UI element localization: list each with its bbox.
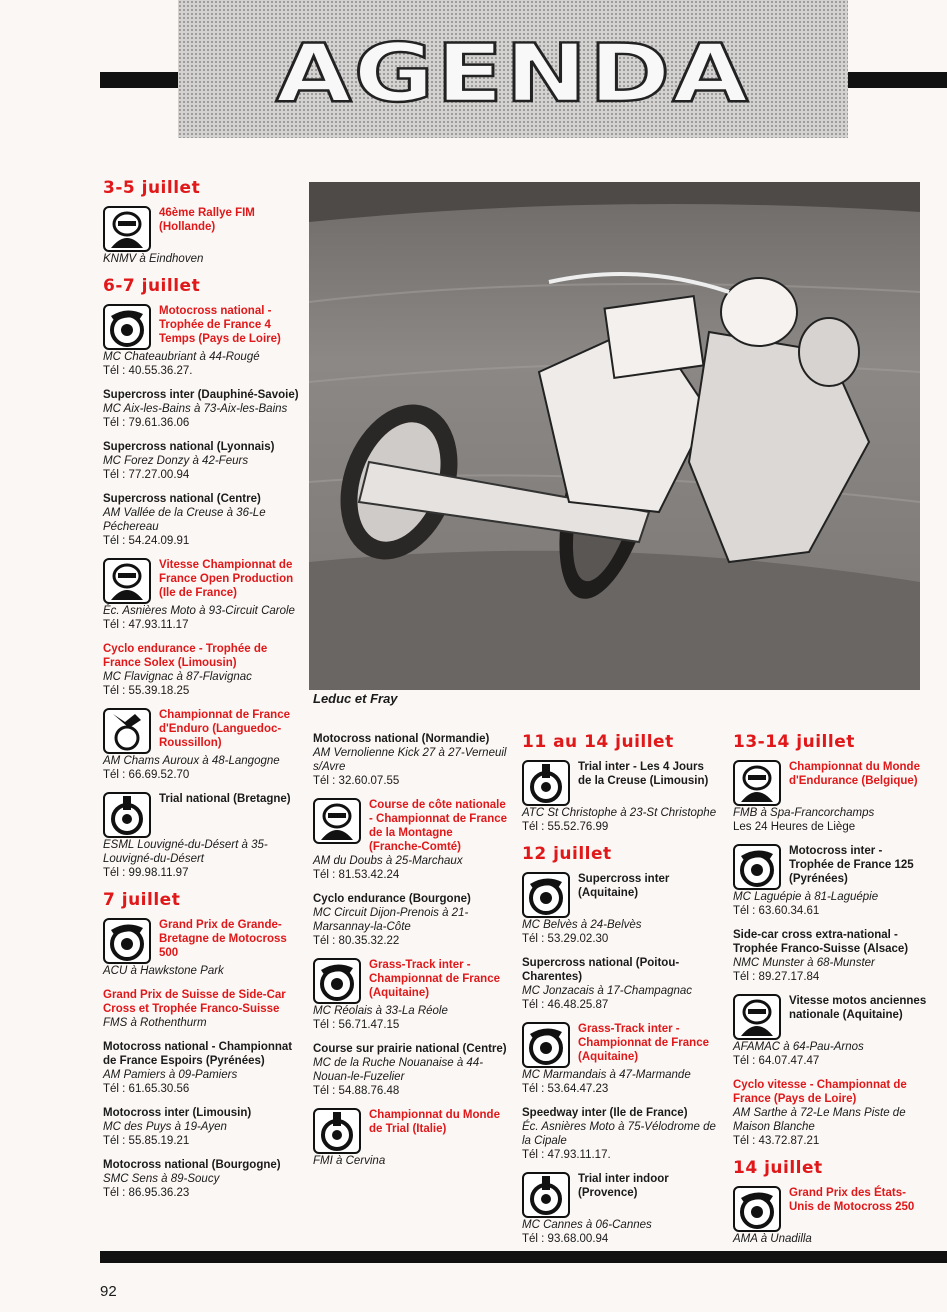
event-title: Grand Prix de Suisse de Side-Car Cross et Trophée Franco-Suisse (103, 989, 286, 1015)
event-phone: Tél : 77.27.00.94 (103, 469, 190, 481)
photo-caption: Leduc et Fray (313, 691, 398, 706)
event-organizer: MC Laguépie à 81-Laguépie (733, 891, 879, 903)
event-title: Supercross inter (Aquitaine) (578, 873, 670, 899)
event-organizer: AMA à Unadilla (733, 1233, 812, 1245)
agenda-event (103, 918, 299, 978)
event-title: Motocross national (Bourgogne) (103, 1159, 281, 1171)
event-title: Side-car cross extra-national - Trophée Franco-Suisse (Alsace) (733, 929, 909, 955)
enduro-rider-icon (103, 708, 151, 754)
date-heading: 6-7 juillet (103, 276, 201, 296)
event-organizer: AM Chams Auroux à 48-Langogne (103, 755, 280, 767)
event-phone: Tél : 47.93.11.17. (522, 1149, 611, 1161)
event-organizer: MC Marmandais à 47-Marmande (522, 1069, 691, 1081)
event-phone: Tél : 61.65.30.56 (103, 1083, 190, 1095)
event-phone: Tél : 53.64.47.23 (522, 1083, 609, 1095)
event-organizer: MC Cannes à 06-Cannes (522, 1219, 652, 1231)
event-title: Cyclo endurance - Trophée de France Solex (Limousin) (103, 643, 268, 669)
agenda-event (103, 492, 299, 548)
agenda-event (313, 1042, 508, 1098)
event-phone: Tél : 66.69.52.70 (103, 769, 190, 781)
event-title: Supercross national (Centre) (103, 493, 261, 505)
event-title: Grand Prix de Grande-Bretagne de Motocross 500 (159, 919, 287, 959)
event-title: Grand Prix des États-Unis de Motocross 250 (789, 1187, 915, 1213)
event-title: Vitesse motos anciennes nationale (Aquitaine) (789, 995, 927, 1021)
event-organizer: MC Circuit Dijon-Prenois à 21-Marsannay-la-Côte (313, 907, 469, 933)
event-organizer: MC Chateaubriant à 44-Rougé (103, 351, 260, 363)
event-title: Course sur prairie national (Centre) (313, 1043, 507, 1055)
agenda-column-2 (313, 732, 508, 1178)
event-phone: Tél : 46.48.25.87 (522, 999, 609, 1011)
event-phone: Tél : 43.72.87.21 (733, 1135, 820, 1147)
agenda-event (103, 1158, 299, 1200)
trial-wheel-icon (522, 1172, 570, 1218)
agenda-event (733, 1078, 928, 1148)
event-title: Trial national (Bretagne) (159, 793, 291, 805)
agenda-event (522, 1106, 720, 1162)
agenda-column-3 (522, 732, 720, 1256)
event-phone: Tél : 64.07.47.47 (733, 1055, 820, 1067)
event-phone: Tél : 55.85.19.21 (103, 1135, 190, 1147)
motocross-wheel-icon (733, 844, 781, 890)
agenda-event (103, 440, 299, 482)
agenda-column-4 (733, 732, 928, 1256)
event-organizer: NMC Munster à 68-Munster (733, 957, 875, 969)
event-phone: Les 24 Heures de Liège (733, 821, 856, 833)
event-phone: Tél : 89.27.17.84 (733, 971, 820, 983)
event-organizer: MC des Puys à 19-Ayen (103, 1121, 227, 1133)
date-heading: 12 juillet (522, 844, 612, 864)
agenda-event (103, 1106, 299, 1148)
header-banner (178, 0, 848, 138)
agenda-event (522, 956, 720, 1012)
event-organizer: MC de la Ruche Nouanaise à 44-Nouan-le-Fuzelier (313, 1057, 484, 1083)
agenda-event (522, 760, 720, 834)
motocross-wheel-icon (103, 304, 151, 350)
event-phone: Tél : 63.60.34.61 (733, 905, 820, 917)
event-organizer: FMB à Spa-Francorchamps (733, 807, 875, 819)
event-title: Trial inter indoor (Provence) (578, 1173, 669, 1199)
motocross-wheel-icon (103, 918, 151, 964)
speed-rider-icon (313, 798, 361, 844)
agenda-event (313, 732, 508, 788)
event-title: Championnat du Monde d'Endurance (Belgique) (789, 761, 920, 787)
event-organizer: MC Flavignac à 87-Flavignac (103, 671, 252, 683)
agenda-event (733, 994, 928, 1068)
agenda-column-1 (103, 178, 299, 1210)
event-title: Motocross national (Normandie) (313, 733, 490, 745)
event-phone: Tél : 81.53.42.24 (313, 869, 400, 881)
event-phone: Tél : 47.93.11.17 (103, 619, 189, 631)
event-organizer: FMS à Rothenthurm (103, 1017, 207, 1029)
footer-bar (100, 1251, 947, 1263)
sidecar-illustration (309, 182, 920, 690)
agenda-event (733, 844, 928, 918)
event-organizer: MC Réolais à 33-La Réole (313, 1005, 448, 1017)
event-phone: Tél : 55.52.76.99 (522, 821, 609, 833)
agenda-event (522, 872, 720, 946)
agenda-event (313, 798, 508, 882)
event-phone: Tél : 80.35.32.22 (313, 935, 400, 947)
date-heading: 7 juillet (103, 890, 181, 910)
event-title: Supercross national (Poitou-Charentes) (522, 957, 680, 983)
event-title: Motocross inter - Trophée de France 125 (Pyrénées) (789, 845, 914, 885)
agenda-event (313, 1108, 508, 1168)
header-bar-right (848, 72, 947, 88)
agenda-event (103, 988, 299, 1030)
agenda-event (103, 558, 299, 632)
agenda-event (313, 892, 508, 948)
agenda-event (522, 1172, 720, 1246)
agenda-event (733, 928, 928, 984)
event-organizer: AM du Doubs à 25-Marchaux (313, 855, 463, 867)
date-heading: 14 juillet (733, 1158, 823, 1178)
speed-rider-icon (733, 994, 781, 1040)
event-organizer: MC Belvès à 24-Belvès (522, 919, 642, 931)
event-phone: Tél : 54.88.76.48 (313, 1085, 400, 1097)
agenda-event (103, 642, 299, 698)
event-phone: Tél : 56.71.47.15 (313, 1019, 400, 1031)
event-phone: Tél : 54.24.09.91 (103, 535, 190, 547)
event-organizer: MC Jonzacais à 17-Champagnac (522, 985, 693, 997)
event-organizer: AM Vallée de la Creuse à 36-Le Péchereau (103, 507, 266, 533)
event-title: Championnat du Monde de Trial (Italie) (369, 1109, 500, 1135)
event-title: 46ème Rallye FIM (Hollande) (159, 207, 255, 233)
event-organizer: SMC Sens à 89-Soucy (103, 1173, 220, 1185)
motocross-wheel-icon (733, 1186, 781, 1232)
event-phone: Tél : 32.60.07.55 (313, 775, 400, 787)
event-organizer: FMI à Cervina (313, 1155, 386, 1167)
event-title: Supercross national (Lyonnais) (103, 441, 275, 453)
event-title: Vitesse Championnat de France Open Production (Ile de France) (159, 559, 294, 599)
event-organizer: AM Sarthe à 72-Le Mans Piste de Maison Blanche (733, 1107, 906, 1133)
event-title: Speedway inter (Ile de France) (522, 1107, 688, 1119)
event-title: Grass-Track inter - Championnat de France (Aquitaine) (369, 959, 500, 999)
header-bar-left (100, 72, 180, 88)
event-title: Supercross inter (Dauphiné-Savoie) (103, 389, 299, 401)
event-organizer: MC Aix-les-Bains à 73-Aix-les-Bains (103, 403, 288, 415)
date-heading: 11 au 14 juillet (522, 732, 674, 752)
agenda-event (103, 206, 299, 266)
event-organizer: Éc. Asnières Moto à 75-Vélodrome de la Cipale (522, 1121, 716, 1147)
event-title: Course de côte nationale - Championnat de France de la Montagne (Franche-Comté) (369, 799, 508, 853)
agenda-event (103, 1040, 299, 1096)
event-title: Motocross inter (Limousin) (103, 1107, 252, 1119)
page-number: 92 (100, 1283, 117, 1300)
trial-wheel-icon (103, 792, 151, 838)
date-heading: 3-5 juillet (103, 178, 201, 198)
date-heading: 13-14 juillet (733, 732, 855, 752)
event-organizer: ESML Louvigné-du-Désert à 35-Louvigné-du-Désert (103, 839, 268, 865)
event-title: Cyclo vitesse - Championnat de France (Pays de Loire) (733, 1079, 907, 1105)
event-organizer: MC Forez Donzy à 42-Feurs (103, 455, 249, 467)
event-phone: Tél : 86.95.36.23 (103, 1187, 190, 1199)
event-organizer: KNMV à Eindhoven (103, 253, 204, 265)
speed-rider-icon (103, 206, 151, 252)
event-organizer: ACU à Hawkstone Park (103, 965, 224, 977)
motocross-wheel-icon (522, 1022, 570, 1068)
event-title: Championnat de France d'Enduro (Languedoc-Roussillon) (159, 709, 290, 749)
speed-rider-icon (103, 558, 151, 604)
speed-rider-icon (733, 760, 781, 806)
agenda-event (733, 1186, 928, 1246)
event-phone: Tél : 53.29.02.30 (522, 933, 609, 945)
event-phone: Tél : 93.68.00.94 (522, 1233, 609, 1245)
agenda-event (522, 1022, 720, 1096)
agenda-event (103, 388, 299, 430)
event-title: Motocross national - Trophée de France 4 Temps (Pays de Loire) (159, 305, 281, 345)
event-phone: Tél : 79.61.36.06 (103, 417, 190, 429)
agenda-event (313, 958, 508, 1032)
event-title: Motocross national - Championnat de France Espoirs (Pyrénées) (103, 1041, 293, 1067)
agenda-event (103, 304, 299, 378)
event-title: Cyclo endurance (Bourgone) (313, 893, 471, 905)
event-organizer: AM Vernolienne Kick 27 à 27-Verneuil s/Avre (313, 747, 507, 773)
motocross-wheel-icon (313, 958, 361, 1004)
trial-wheel-icon (313, 1108, 361, 1154)
event-organizer: AFAMAC à 64-Pau-Arnos (733, 1041, 864, 1053)
agenda-event (733, 760, 928, 834)
event-title: Grass-Track inter - Championnat de France (Aquitaine) (578, 1023, 709, 1063)
sidecar-racing-photo (309, 182, 920, 690)
event-phone: Tél : 40.55.36.27. (103, 365, 193, 377)
event-phone: Tél : 55.39.18.25 (103, 685, 190, 697)
event-phone: Tél : 99.98.11.97 (103, 867, 189, 879)
event-organizer: ATC St Christophe à 23-St Christophe (522, 807, 717, 819)
event-organizer: AM Pamiers à 09-Pamiers (103, 1069, 238, 1081)
motocross-wheel-icon (522, 872, 570, 918)
trial-wheel-icon (522, 760, 570, 806)
page-title: AGENDA (275, 27, 751, 121)
agenda-event (103, 792, 299, 880)
event-organizer: Éc. Asnières Moto à 93-Circuit Carole (103, 605, 295, 617)
agenda-event (103, 708, 299, 782)
event-title: Trial inter - Les 4 Jours de la Creuse (Limousin) (578, 761, 709, 787)
